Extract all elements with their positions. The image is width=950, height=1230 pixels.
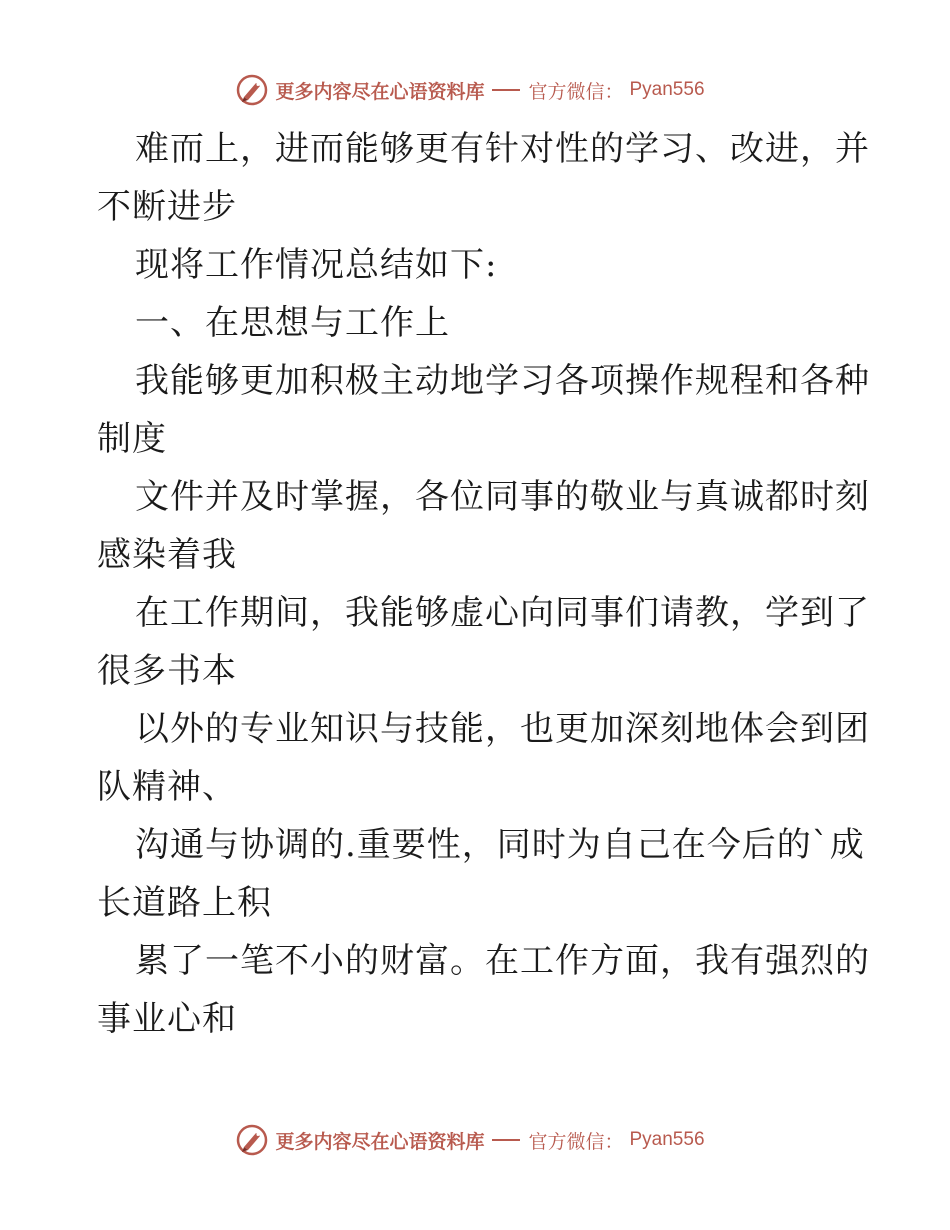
header-watermark bbox=[0, 70, 950, 110]
watermark-dash bbox=[492, 1139, 520, 1141]
watermark-wechat-label: 官方微信： bbox=[528, 1130, 624, 1153]
paragraph-line: 以外的专业知识与技能，也更加深刻地体会到团 bbox=[135, 709, 870, 749]
section-heading bbox=[97, 294, 857, 352]
watermark-row bbox=[235, 1123, 704, 1157]
paragraph-line-continued: 不断进步 bbox=[97, 187, 237, 227]
paragraph bbox=[97, 816, 865, 932]
watermark-brand: 更多内容尽在心语资料库 bbox=[275, 1130, 485, 1153]
watermark-row bbox=[235, 73, 704, 107]
paragraph-line: 难而上，进而能够更有针对性的学习、改进，并 bbox=[135, 129, 870, 169]
paragraph bbox=[97, 700, 870, 816]
watermark-wechat-id: Pyan556 bbox=[629, 1129, 705, 1150]
paragraph-line: 文件并及时掌握，各位同事的敬业与真诚都时刻 bbox=[135, 477, 870, 517]
paragraph-line-continued: 制度 bbox=[97, 419, 167, 459]
pen-logo-icon bbox=[235, 73, 269, 107]
paragraph-line-continued: 感染着我 bbox=[97, 535, 237, 575]
paragraph bbox=[97, 236, 857, 294]
watermark-wechat-label: 官方微信： bbox=[528, 80, 624, 103]
paragraph-line: 累了一笔不小的财富。在工作方面，我有强烈的 bbox=[135, 941, 870, 981]
watermark-wechat-id: Pyan556 bbox=[629, 79, 705, 100]
paragraph bbox=[97, 932, 870, 1048]
paragraph-line-continued: 很多书本 bbox=[97, 651, 237, 691]
document-body bbox=[97, 120, 870, 1048]
paragraph-line: 沟通与协调的.重要性，同时为自己在今后的`成 bbox=[135, 825, 865, 865]
watermark-brand: 更多内容尽在心语资料库 bbox=[275, 80, 485, 103]
paragraph-line: 一、在思想与工作上 bbox=[135, 303, 450, 343]
paragraph bbox=[97, 468, 870, 584]
paragraph-line-continued: 队精神、 bbox=[97, 767, 237, 807]
paragraph-line: 在工作期间，我能够虚心向同事们请教，学到了 bbox=[135, 593, 870, 633]
footer-watermark bbox=[0, 1120, 950, 1160]
paragraph bbox=[97, 120, 870, 236]
paragraph bbox=[97, 584, 870, 700]
paragraph-line: 我能够更加积极主动地学习各项操作规程和各种 bbox=[135, 361, 870, 401]
paragraph bbox=[97, 352, 870, 468]
pen-logo-icon bbox=[235, 1123, 269, 1157]
paragraph-line-continued: 长道路上积 bbox=[97, 883, 272, 923]
paragraph-line-continued: 事业心和 bbox=[97, 999, 237, 1039]
watermark-dash bbox=[492, 89, 520, 91]
paragraph-line: 现将工作情况总结如下: bbox=[135, 245, 498, 285]
